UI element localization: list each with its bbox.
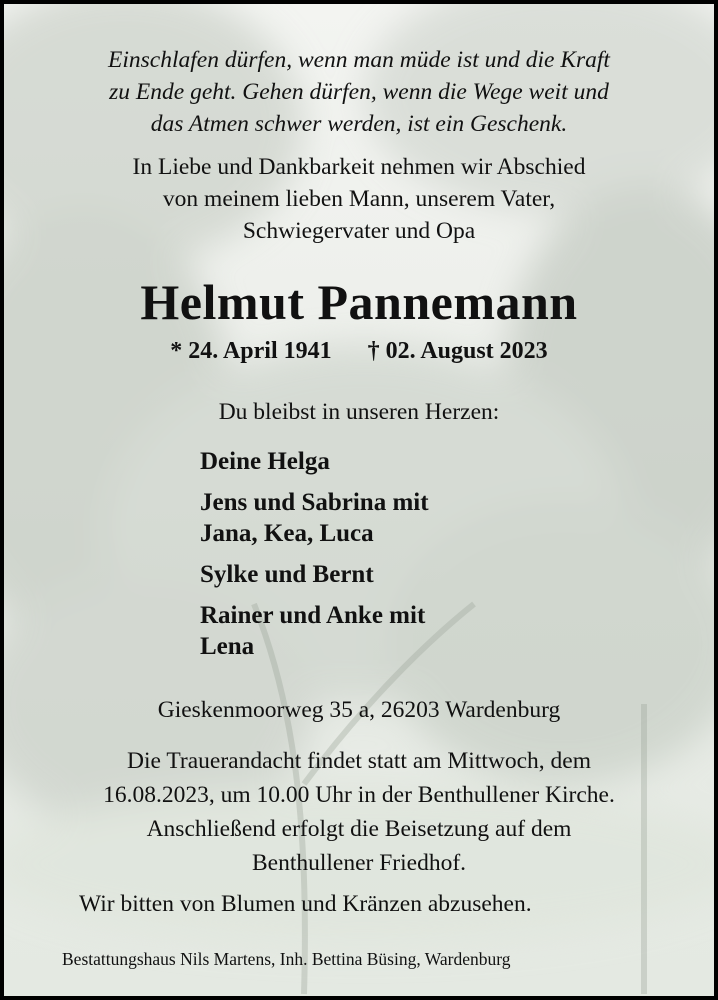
verse-line: das Atmen schwer werden, ist ein Geschenk.	[150, 111, 568, 137]
undertaker-credit: Bestattungshaus Nils Martens, Inh. Bettina Büsing, Wardenburg	[62, 949, 511, 969]
verse	[4, 44, 714, 140]
farewell-intro	[4, 151, 714, 247]
service-details	[4, 744, 714, 880]
family-entry: Rainer und Anke mit Lena	[200, 602, 426, 660]
family-entry: Sylke und Bernt	[200, 561, 374, 588]
family-address: Gieskenmoorweg 35 a, 26203 Wardenburg	[157, 697, 561, 723]
intro-line: Schwiegervater und Opa	[242, 218, 476, 244]
service-line: Anschließend erfolgt die Beisetzung auf dem	[146, 816, 572, 842]
life-dates	[4, 334, 714, 368]
service-line: 16.08.2023, um 10.00 Uhr in der Benthullener Kirche.	[103, 782, 615, 808]
intro-line: In Liebe und Dankbarkeit nehmen wir Abschied	[132, 154, 586, 180]
flowers-note: Wir bitten von Blumen und Kränzen abzusehen.	[79, 891, 532, 917]
death-date: † 02. August 2023	[367, 338, 548, 364]
verse-line: zu Ende geht. Gehen dürfen, wenn die Wege weit und	[109, 79, 609, 105]
family-list	[200, 446, 660, 672]
deceased-name: Helmut Pannemann	[140, 274, 578, 330]
remembrance-line: Du bleibst in unseren Herzen:	[218, 399, 500, 425]
service-line: Benthullener Friedhof.	[251, 850, 467, 876]
service-line: Die Trauerandacht findet statt am Mittwoch, dem	[126, 748, 592, 774]
intro-line: von meinem lieben Mann, unserem Vater,	[162, 186, 556, 212]
birth-date: * 24. April 1941	[170, 338, 332, 364]
family-entry: Deine Helga	[200, 448, 330, 475]
obituary-content	[4, 4, 714, 996]
verse-line: Einschlafen dürfen, wenn man müde ist und die Kraft	[108, 47, 610, 73]
family-entry: Jens und Sabrina mit Jana, Kea, Luca	[200, 489, 429, 547]
